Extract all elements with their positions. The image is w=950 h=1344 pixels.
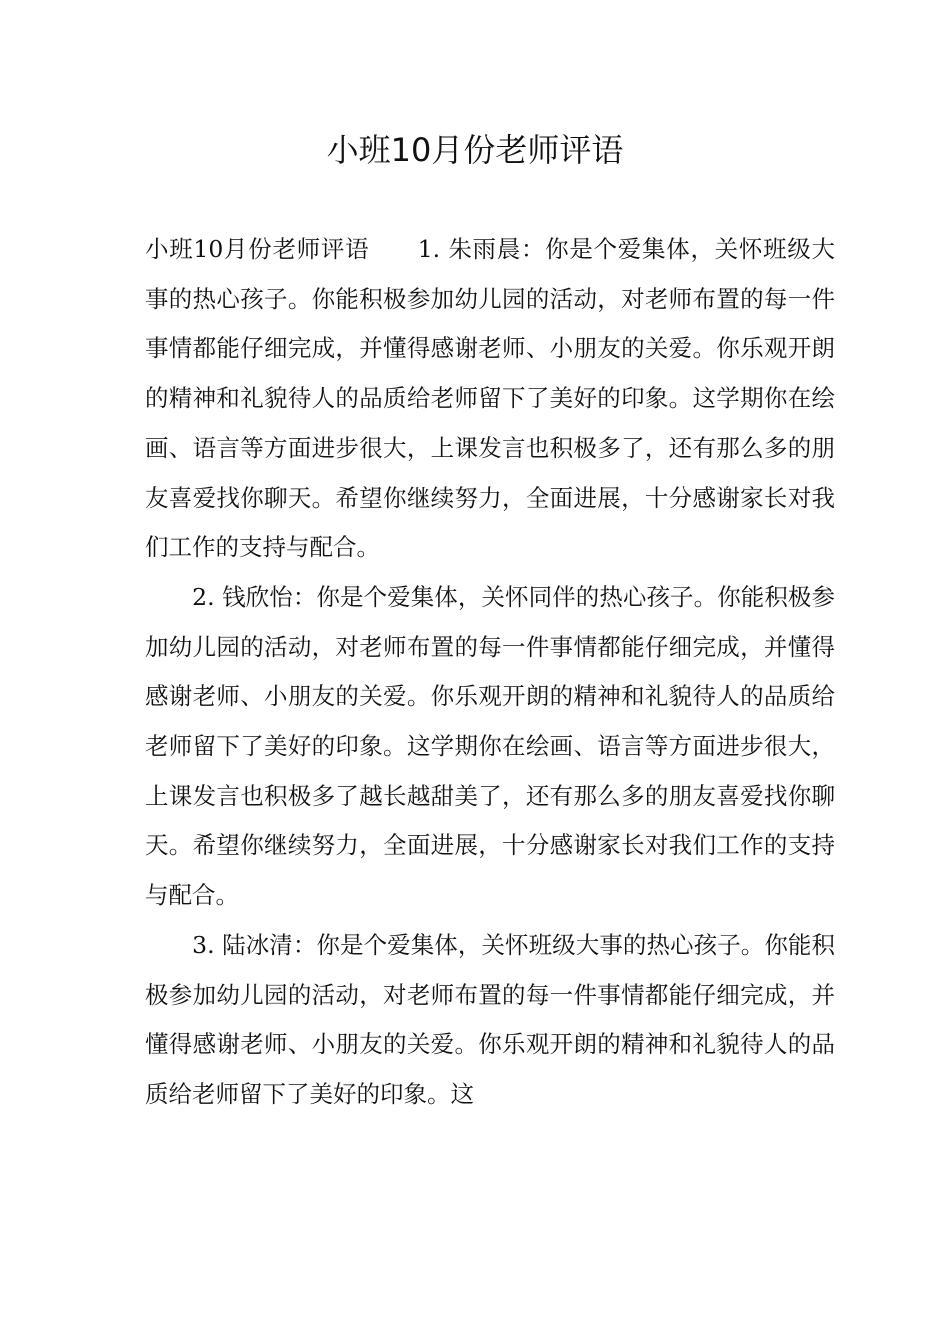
paragraph-1: 小班10月份老师评语 1. 朱雨晨：你是个爱集体，关怀班级大事的热心孩子。你能积极参加幼儿园的活动，对老师布置的每一件事情都能仔细完成，并懂得感谢老师、小朋友的关爱。你乐观开朗的精神和礼貌待人的品质给老师留下了美好的印象。这学期你在绘画、语言等方面进步很大，上课发言也积极多了，还有那么多的朋友喜爱找你聊天。希望你继续努力，全面进展，十分感谢家长对我们工作的支持与配合。 [145,235,835,562]
paragraph-3: 3. 陆冰清：你是个爱集体，关怀班级大事的热心孩子。你能积极参加幼儿园的活动，对老师布置的每一件事情都能仔细完成，并懂得感谢老师、小朋友的关爱。你乐观开朗的精神和礼貌待人的品质给老师留下了美好的印象。这 [145,930,835,1108]
document-body [145,225,835,1120]
paragraph-2: 2. 钱欣怡：你是个爱集体，关怀同伴的热心孩子。你能积极参加幼儿园的活动，对老师布置的每一件事情都能仔细完成，并懂得感谢老师、小朋友的关爱。你乐观开朗的精神和礼貌待人的品质给老师留下了美好的印象。这学期你在绘画、语言等方面进步很大，上课发言也积极多了越长越甜美了，还有那么多的朋友喜爱找你聊天。希望你继续努力，全面进展，十分感谢家长对我们工作的支持与配合。 [145,582,835,910]
document-title: 小班10月份老师评语 [326,131,624,169]
